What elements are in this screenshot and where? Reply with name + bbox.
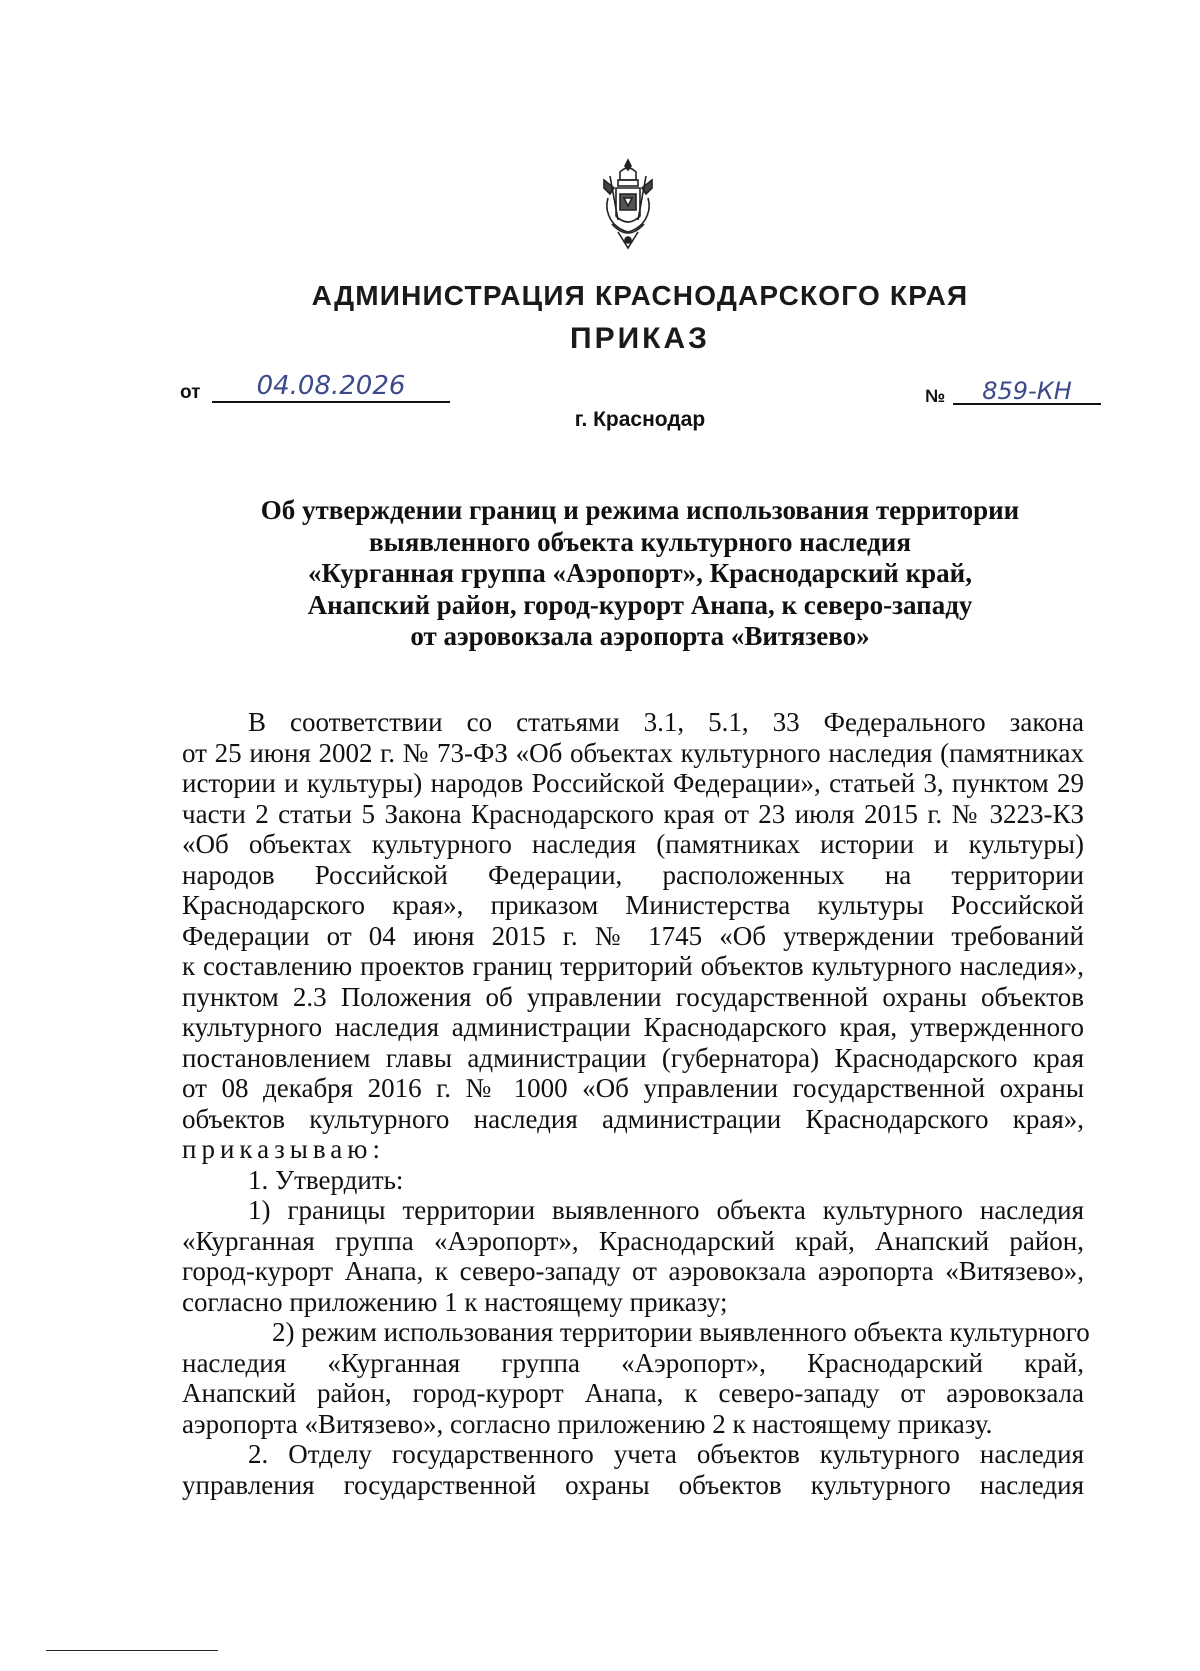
krasnodar-coat-of-arms-icon — [600, 158, 656, 254]
body-line: культурного наследия администрации Краснодарского края, утвержденного — [182, 1012, 1084, 1042]
title-line: от аэровокзала аэропорта «Витязево» — [410, 621, 870, 651]
body-line: объектов культурного наследия администрации Краснодарского края», — [182, 1103, 1084, 1134]
body-line: пунктом 2.3 Положения об управлении государственной охраны объектов — [182, 981, 1084, 1012]
body-line: В соответствии со статьями 3.1, 5.1, 33 Федерального закона — [248, 707, 1084, 737]
body-line: «Об объектах культурного наследия (памятниках истории и культуры) — [182, 829, 1084, 859]
body-line: Краснодарского края», приказом Министерства культуры Российской — [182, 890, 1084, 920]
body-line: народов Российской Федерации, расположенных на территории — [182, 859, 1084, 890]
body-line: управления государственной охраны объектов культурного наследия — [182, 1469, 1084, 1500]
body-line: наследия «Курганная группа «Аэропорт», Краснодарский край, — [182, 1347, 1084, 1378]
body-line: Анапский район, город-курорт Анапа, к северо-западу от аэровокзала — [182, 1378, 1084, 1408]
title-line: «Курганная группа «Аэропорт», Краснодарский край, — [308, 558, 972, 588]
body-line: постановлением главы администрации (губернатора) Краснодарского края — [182, 1042, 1084, 1073]
body-line: согласно приложению 1 к настоящему приказу; — [182, 1286, 728, 1317]
document-title — [150, 495, 1130, 653]
number-value: 859-КН — [953, 377, 1101, 405]
document-type: ПРИКАЗ — [570, 322, 710, 355]
title-line: Об утверждении границ и режима использования территории — [260, 495, 1020, 525]
body-line: 1. Утвердить: — [248, 1164, 404, 1195]
administration-title: АДМИНИСТРАЦИЯ КРАСНОДАРСКОГО КРАЯ — [311, 280, 969, 311]
body-line: аэропорта «Витязево», согласно приложению 2 к настоящему приказу. — [182, 1408, 993, 1439]
body-line: приказываю: — [182, 1134, 385, 1164]
body-line: от 25 июня 2002 г. № 73-ФЗ «Об объектах культурного наследия (памятниках — [182, 737, 1084, 768]
document-body — [182, 707, 1090, 1500]
number-label: № — [925, 386, 946, 406]
body-line: 2) режим использования территории выявленного объекта культурного — [272, 1317, 1090, 1347]
date-value: 04.08.2026 — [212, 371, 450, 403]
body-line: истории и культуры) народов Российской Федерации», статьей 3, пунктом 29 — [182, 768, 1084, 798]
title-line: Анапский район, город-курорт Анапа, к северо-западу — [307, 589, 973, 620]
body-line: город-курорт Анапа, к северо-западу от аэровокзала аэропорта «Витязево», — [182, 1256, 1084, 1286]
body-line: от 08 декабря 2016 г. № 1000 «Об управлении государственной охраны — [182, 1073, 1084, 1103]
footer-rule — [46, 1650, 218, 1651]
body-line: Федерации от 04 июня 2015 г. № 1745 «Об утверждении требований — [182, 920, 1084, 951]
city: г. Краснодар — [574, 408, 706, 431]
date-label: от — [180, 382, 201, 403]
body-line: 1) границы территории выявленного объекта культурного наследия — [248, 1195, 1084, 1225]
title-line: выявленного объекта культурного наследия — [369, 526, 911, 557]
body-line: к составлению проектов границ территорий объектов культурного наследия», — [182, 951, 1084, 981]
body-line: «Курганная группа «Аэропорт», Краснодарский край, Анапский район, — [182, 1225, 1084, 1256]
body-line: 2. Отделу государственного учета объектов культурного наследия — [248, 1439, 1084, 1469]
body-line: части 2 статьи 5 Закона Краснодарского края от 23 июля 2015 г. № 3223-КЗ — [182, 798, 1084, 829]
